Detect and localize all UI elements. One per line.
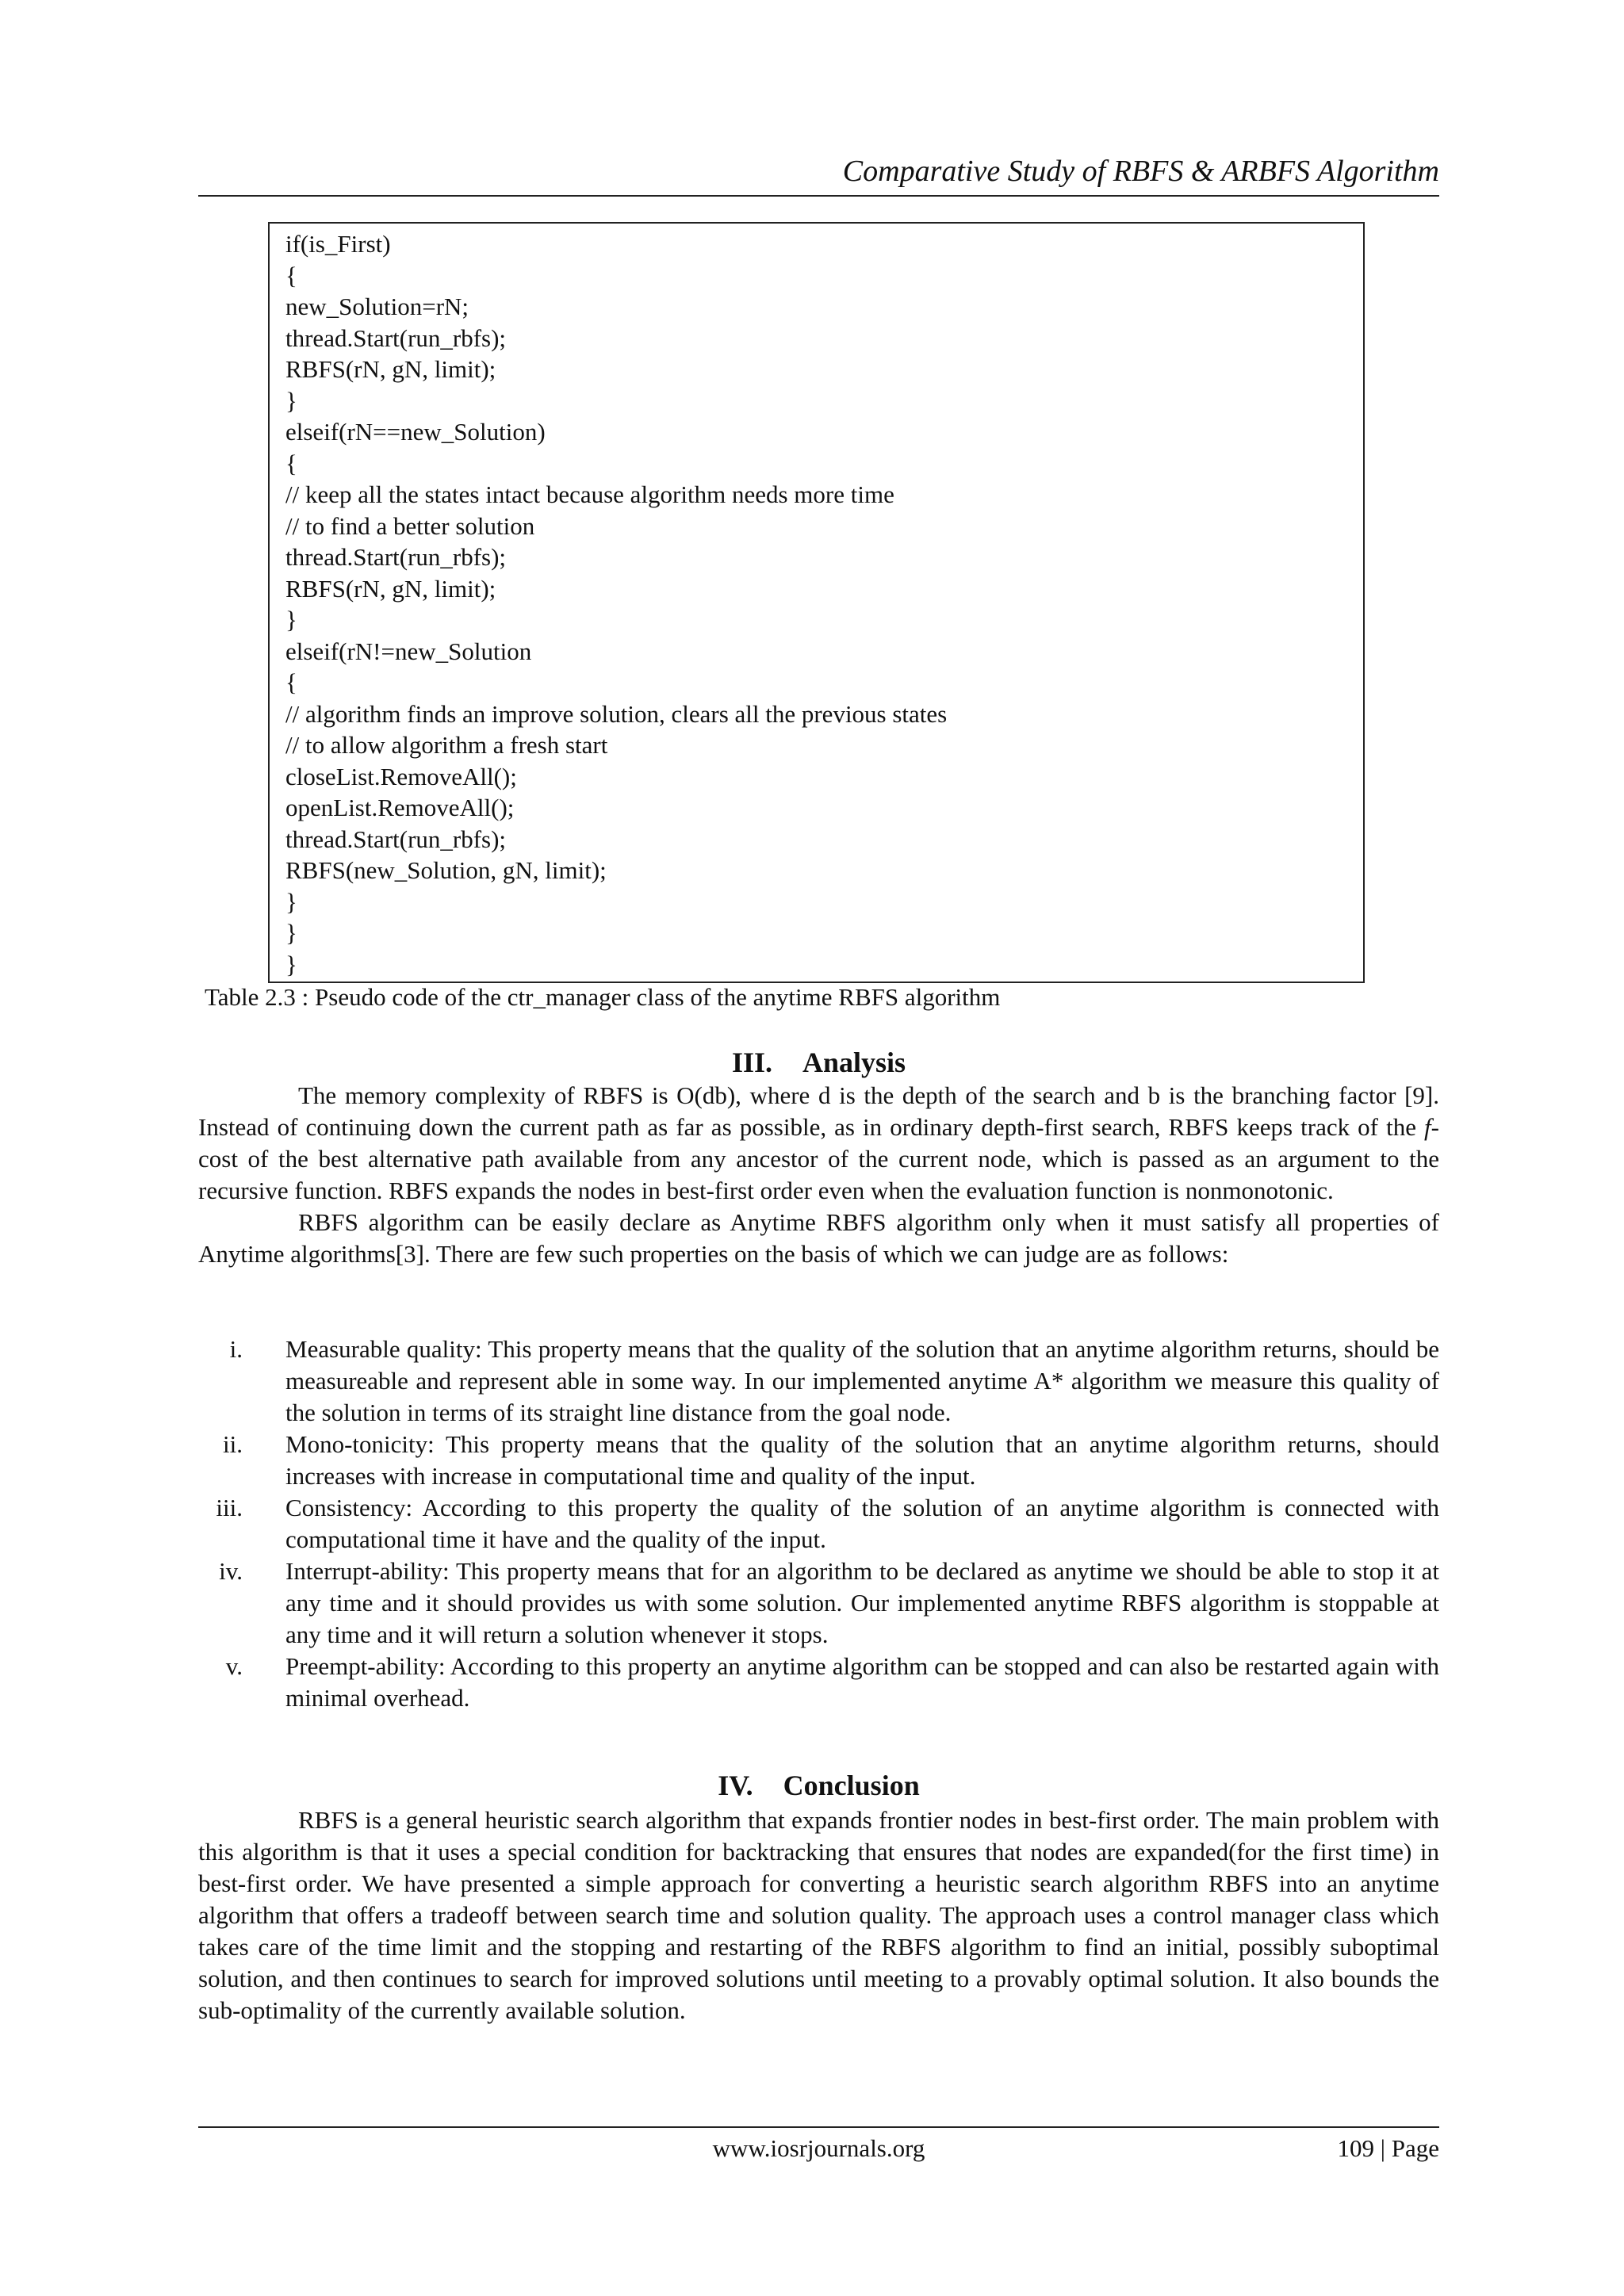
property-list-number: ii.	[223, 1430, 243, 1458]
code-line: RBFS(rN, gN, limit);	[285, 574, 496, 603]
analysis-heading	[198, 1045, 1439, 1080]
code-line: elseif(rN==new_Solution)	[285, 418, 546, 446]
conclusion-paragraph: RBFS is a general heuristic search algorithm that expands frontier nodes in best-first order. The main problem with this algorithm is that it uses a special condition for backtracking that ensures that nodes are expanded(for the first time) in best-first order. We have presented a simple approach for converting a heuristic search algorithm RBFS into an anytime algorithm that offers a tradeoff between search time and solution quality. The approach uses a control manager class which takes care of the time limit and the stopping and restarting of the RBFS algorithm to find an initial, possibly suboptimal solution, and then continues to search for improved solutions until meeting to a provably optimal solution. It also bounds the sub-optimality of the currently available solution.	[198, 1806, 1439, 2024]
pseudo-code-box	[268, 222, 1365, 983]
analysis-number: III.	[731, 1047, 772, 1078]
code-line: }	[285, 386, 297, 415]
property-list-item	[198, 1429, 1439, 1492]
code-line: }	[285, 950, 297, 978]
code-line: elseif(rN!=new_Solution	[285, 637, 532, 665]
code-line: openList.RemoveAll();	[285, 794, 515, 821]
conclusion-heading	[198, 1768, 1439, 1803]
running-header: Comparative Study of RBFS & ARBFS Algorithm	[842, 155, 1439, 188]
code-line: thread.Start(run_rbfs);	[285, 825, 507, 853]
analysis-title: Analysis	[802, 1047, 906, 1078]
property-list-text: Consistency: According to this property the quality of the solution of an anytime algorithm is connected with computational time it have and the quality of the input.	[285, 1494, 1439, 1553]
code-line: closeList.RemoveAll();	[285, 762, 517, 790]
property-list-number: v.	[225, 1652, 243, 1680]
code-line: // to allow algorithm a fresh start	[285, 731, 608, 759]
code-line: thread.Start(run_rbfs);	[285, 543, 507, 571]
footer-url: www.iosrjournals.org	[712, 2134, 925, 2162]
code-line: }	[285, 887, 297, 916]
conclusion-title: Conclusion	[783, 1770, 920, 1801]
property-list-number: iii.	[216, 1494, 243, 1521]
code-line: // to find a better solution	[285, 511, 535, 540]
property-list-text: Interrupt-ability: This property means that for an algorithm to be declared as anytime we should be able to stop it at any time and it should provides us with some solution. Our implemented anytime RBFS algorithm is stoppable at any time and it will return a solution whenever it stops.	[285, 1557, 1439, 1648]
f-cost-italic: f	[1424, 1113, 1431, 1141]
conclusion-body	[198, 1804, 1439, 2026]
property-list-item	[198, 1334, 1439, 1429]
code-line: {	[285, 449, 297, 477]
code-line: new_Solution=rN;	[285, 293, 469, 320]
code-line: {	[285, 261, 297, 289]
analysis-paragraph-2: RBFS algorithm can be easily declare as Anytime RBFS algorithm only when it must satisfy all properties of Anytime algorithms[3]. There are few such properties on the basis of which we can judge are as follows:	[198, 1208, 1439, 1268]
property-list-number: i.	[229, 1335, 243, 1363]
code-line: // algorithm finds an improve solution, clears all the previous states	[285, 699, 948, 728]
pseudo-code-lines	[285, 228, 1355, 982]
property-list-item	[198, 1651, 1439, 1714]
property-list-item	[198, 1492, 1439, 1556]
table-caption: Table 2.3 : Pseudo code of the ctr_manager class of the anytime RBFS algorithm	[205, 983, 1001, 1011]
code-line: thread.Start(run_rbfs);	[285, 323, 507, 352]
property-list-text: Mono-tonicity: This property means that the quality of the solution that an anytime algorithm returns, should increases with increase in computational time and quality of the input.	[285, 1430, 1439, 1490]
analysis-paragraph-1-start: The memory complexity of RBFS is O(db), where d is the depth of the search and b is the branching factor [9]. Instead of continuing down the current path as far as possible, as in ordinary depth-first search, RBFS keeps track of the	[198, 1081, 1439, 1141]
analysis-paragraph-1-end: -cost of the best alternative path available from any ancestor of the current node, which is passed as an argument to the recursive function. RBFS expands the nodes in best-first order even when the evaluation function is nonmonotonic.	[198, 1113, 1439, 1204]
property-list-text: Measurable quality: This property means that the quality of the solution that an anytime algorithm returns, should be measureable and represent able in some way. In our implemented anytime A* algorithm we measure this quality of the solution in terms of its straight line distance from the goal node.	[285, 1335, 1439, 1426]
header-rule	[198, 195, 1439, 197]
code-line: }	[285, 919, 297, 947]
footer-page-number: 109 | Page	[1337, 2134, 1439, 2162]
property-list-item	[198, 1556, 1439, 1651]
code-line: // keep all the states intact because algorithm needs more time	[285, 480, 894, 508]
property-list-number: iv.	[219, 1557, 243, 1585]
code-line: if(is_First)	[285, 230, 391, 258]
code-line: }	[285, 606, 297, 633]
code-line: RBFS(new_Solution, gN, limit);	[285, 856, 607, 884]
conclusion-number: IV.	[718, 1770, 753, 1801]
code-line: {	[285, 668, 297, 696]
analysis-body	[198, 1080, 1439, 1270]
code-line: RBFS(rN, gN, limit);	[285, 355, 496, 383]
properties-list	[198, 1334, 1439, 1714]
property-list-text: Preempt-ability: According to this property an anytime algorithm can be stopped and can also be restarted again with minimal overhead.	[285, 1652, 1439, 1712]
footer-rule	[198, 2126, 1439, 2128]
analysis-paragraph-1	[198, 1080, 1439, 1207]
